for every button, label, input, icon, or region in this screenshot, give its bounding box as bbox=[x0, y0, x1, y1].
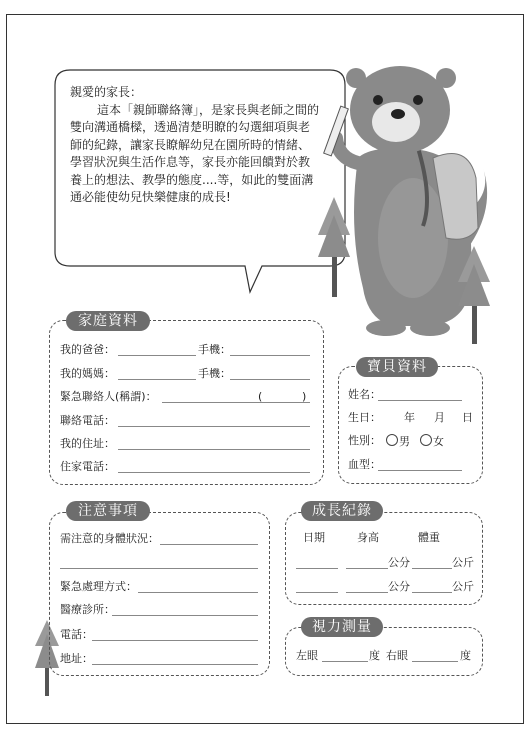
name-field[interactable] bbox=[378, 400, 462, 401]
vision-title: 視力測量 bbox=[301, 617, 383, 637]
clinic-address-field[interactable] bbox=[92, 664, 258, 665]
kg-unit-2: 公斤 bbox=[452, 580, 474, 593]
emergency-contact-label: 緊急聯絡人(稱謂)： bbox=[60, 390, 157, 403]
cm-unit-1: 公分 bbox=[388, 556, 410, 569]
paren-open: ( bbox=[258, 390, 263, 403]
tree-icon bbox=[458, 244, 492, 344]
growth-date-field-1[interactable] bbox=[296, 568, 338, 569]
left-eye-unit: 度 bbox=[369, 649, 380, 662]
letter-greeting: 親愛的家長： bbox=[70, 85, 143, 99]
address-label: 我的住址： bbox=[60, 437, 115, 450]
home-phone-label: 住家電話： bbox=[60, 460, 115, 473]
tree-icon bbox=[318, 195, 352, 297]
dad-phone-field[interactable] bbox=[230, 355, 310, 356]
female-label: 女 bbox=[433, 435, 444, 448]
health-field[interactable] bbox=[160, 544, 258, 545]
mom-phone-label: 手機： bbox=[198, 367, 231, 380]
growth-weight-field-2[interactable] bbox=[412, 592, 452, 593]
gender-label: 性別： bbox=[348, 434, 381, 447]
address-field[interactable] bbox=[118, 449, 310, 450]
growth-title: 成長紀錄 bbox=[301, 501, 383, 521]
male-option[interactable] bbox=[386, 434, 410, 448]
left-eye-label: 左眼 bbox=[296, 649, 318, 662]
clinic-label: 醫療診所： bbox=[60, 603, 115, 616]
clinic-field[interactable] bbox=[112, 615, 258, 616]
contact-phone-label: 聯絡電話： bbox=[60, 414, 115, 427]
mom-phone-field[interactable] bbox=[230, 379, 310, 380]
family-title: 家庭資料 bbox=[66, 311, 150, 331]
clinic-address-label: 地址： bbox=[60, 652, 93, 665]
name-label: 姓名： bbox=[348, 388, 381, 401]
left-eye-field[interactable] bbox=[322, 661, 368, 662]
male-radio[interactable] bbox=[386, 434, 398, 446]
female-option[interactable] bbox=[420, 434, 444, 448]
health-label: 需注意的身體狀況： bbox=[60, 532, 159, 545]
contact-phone-field[interactable] bbox=[118, 426, 310, 427]
clinic-phone-field[interactable] bbox=[92, 640, 258, 641]
growth-weight-field-1[interactable] bbox=[412, 568, 452, 569]
home-phone-field[interactable] bbox=[118, 472, 310, 473]
growth-weight-header: 體重 bbox=[418, 531, 440, 544]
blood-label: 血型： bbox=[348, 458, 381, 471]
growth-date-header: 日期 bbox=[303, 531, 325, 544]
mom-label: 我的媽媽： bbox=[60, 367, 115, 380]
emergency-method-label: 緊急處理方式： bbox=[60, 580, 137, 593]
month-label: 月 bbox=[434, 411, 445, 424]
emergency-contact-field[interactable] bbox=[162, 402, 310, 403]
blood-field[interactable] bbox=[378, 470, 462, 471]
dad-field[interactable] bbox=[118, 355, 196, 356]
male-label: 男 bbox=[399, 435, 410, 448]
right-eye-field[interactable] bbox=[412, 661, 458, 662]
growth-height-field-2[interactable] bbox=[346, 592, 388, 593]
letter-body-text: 這本「親師聯絡簿」，是家長與老師之間的雙向溝通橋樑，透過清楚明瞭的勾選細項與老師的紀錄，讓家長瞭解幼兒在園所時的情緒、學習狀況與生活作息等，家長亦能回饋對於教養上的想法、教學的態度....等，如此的雙面溝通必能使幼兒快樂健康的成長! bbox=[70, 102, 320, 204]
dad-phone-label: 手機： bbox=[198, 343, 231, 356]
paren-close: ) bbox=[302, 390, 307, 403]
female-radio[interactable] bbox=[420, 434, 432, 446]
right-eye-unit: 度 bbox=[460, 649, 471, 662]
clinic-phone-label: 電話： bbox=[60, 628, 93, 641]
cm-unit-2: 公分 bbox=[388, 580, 410, 593]
kg-unit-1: 公斤 bbox=[452, 556, 474, 569]
mom-field[interactable] bbox=[118, 379, 196, 380]
dad-label: 我的爸爸： bbox=[60, 343, 115, 356]
right-eye-label: 右眼 bbox=[386, 649, 408, 662]
day-label: 日 bbox=[462, 411, 473, 424]
year-label: 年 bbox=[404, 411, 415, 424]
letter-body bbox=[70, 102, 320, 207]
health-field-2[interactable] bbox=[60, 568, 258, 569]
growth-date-field-2[interactable] bbox=[296, 592, 338, 593]
emergency-method-field[interactable] bbox=[138, 592, 258, 593]
baby-title: 寶貝資料 bbox=[356, 357, 438, 377]
growth-height-header: 身高 bbox=[357, 531, 379, 544]
growth-height-field-1[interactable] bbox=[346, 568, 388, 569]
birthday-label: 生日： bbox=[348, 411, 381, 424]
notes-title: 注意事項 bbox=[66, 501, 150, 521]
